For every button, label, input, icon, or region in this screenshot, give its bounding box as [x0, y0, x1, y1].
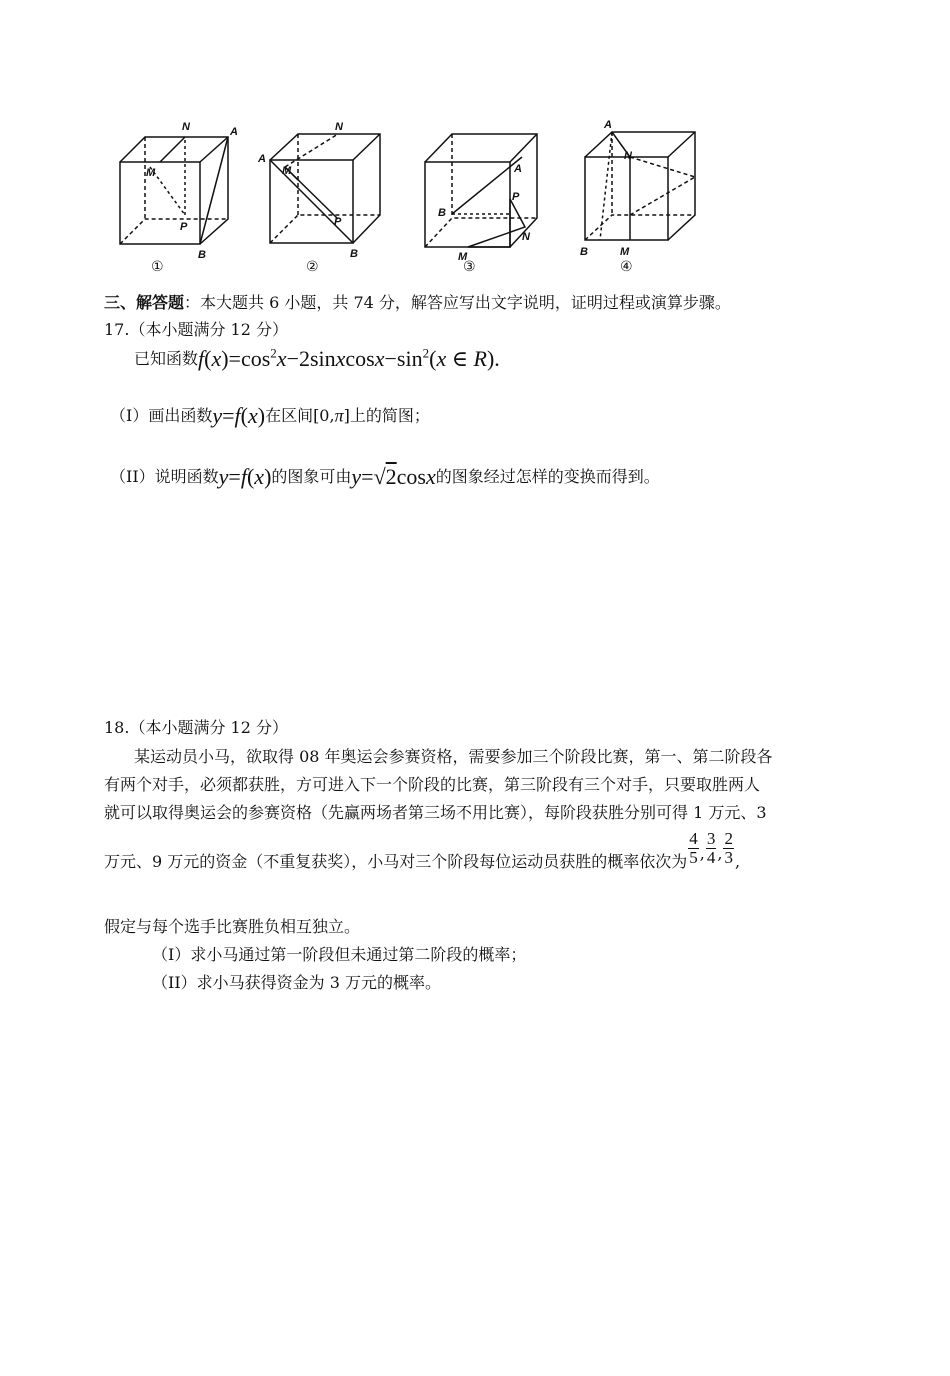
prob-fraction-1: $\frac{4}{5}$ [689, 829, 698, 867]
fig4-label-B: B [580, 246, 588, 258]
q17-part2-end: 的图象经过怎样的变换而得到。 [435, 467, 660, 486]
q18-line4-text: 万元、9 万元的资金（不重复获奖），小马对三个阶段每位运动员获胜的概率依次为 [104, 852, 688, 871]
q18-line2: 有两个对手，必须都获胜，方可进入下一个阶段的比赛，第三阶段有三个对手，只要取胜两人 [104, 775, 761, 794]
q17-part2 [110, 464, 660, 490]
fig2-label-M: M [282, 165, 292, 177]
cube-figure-3 [425, 134, 537, 247]
q17-part2-target: y=√2cosx [351, 464, 436, 489]
fig4-label-A: A [604, 119, 612, 131]
q18-line3: 就可以取得奥运会的参赛资格（先赢两场者第三场不用比赛），每阶段获胜分别可得 1 万元、3 [104, 803, 767, 822]
q17-part1-func: y=f(x) [212, 403, 266, 428]
section-heading-text: ：本大题共 6 小题，共 74 分，解答应写出文字说明，证明过程或演算步骤。 [184, 293, 731, 312]
prob-fraction-2: $\frac{3}{4}$ [706, 829, 716, 867]
q18-line1: 某运动员小马，欲取得 08 年奥运会参赛资格，需要参加三个阶段比赛，第一、第二阶段各 [134, 747, 773, 766]
q17-part1 [110, 403, 430, 429]
fig1-label-A: A [230, 126, 238, 138]
section-heading-bold: 三、解答题 [104, 293, 185, 312]
q17-formula: $f(x)=\cos^2x-2sinxcosx-\sin^2(x$ ∈ R). [198, 346, 500, 372]
q18-header: 18.（本小题满分 12 分） [104, 718, 288, 737]
q17-part2-prefix: （II）说明函数 [110, 467, 219, 486]
q17-part2-func: y=f(x) [218, 464, 272, 489]
q17-header: 17.（本小题满分 12 分） [104, 320, 288, 339]
q17-intro: 已知函数 [134, 349, 199, 369]
q18-line4: 万元、9 万元的资金（不重复获奖），小马对三个阶段每位运动员获胜的概率依次为 $\frac{4}{5}$ , $\frac{3}{4}$ , $\frac{2}{3}$ , [104, 829, 741, 871]
fig3-label-A: A [514, 163, 522, 175]
cube-figures [90, 112, 730, 282]
q17-part1-pi: π [334, 405, 344, 426]
cube-figure-4 [585, 132, 695, 240]
fig4-label-N: N [624, 150, 632, 162]
fig1-label-B: B [198, 249, 206, 261]
fig2-label-A: A [258, 153, 266, 165]
fig2-label-N: N [335, 121, 343, 133]
fig2-label-B: B [350, 248, 358, 260]
cube-figure-1 [120, 137, 228, 244]
figure-caption-4: ④ [620, 259, 633, 275]
fig4-label-M: M [620, 246, 630, 258]
fig1-label-P: P [180, 221, 188, 233]
q17-function-def [134, 346, 500, 372]
prob-fraction-3: $\frac{2}{3}$ [724, 829, 733, 867]
fig1-label-N: N [182, 121, 190, 133]
q17-part2-mid: 的图象可由 [271, 467, 352, 486]
fig3-label-M: M [458, 251, 468, 263]
fig3-label-N: N [522, 231, 530, 243]
fig3-label-B: B [438, 207, 446, 219]
cube-figure-2 [270, 134, 380, 243]
figure-caption-3: ③ [463, 259, 476, 275]
fig1-label-M: M [146, 167, 156, 179]
section-heading [104, 293, 731, 313]
q17-part1-prefix: （I）画出函数 [110, 406, 213, 425]
q18-part2: （II）求小马获得资金为 3 万元的概率。 [152, 973, 441, 992]
q17-part1-suffix: 在区间[0, [265, 406, 335, 425]
figure-caption-2: ② [306, 259, 319, 275]
figure-caption-1: ① [151, 259, 164, 275]
q18-part1: （I）求小马通过第一阶段但未通过第二阶段的概率； [152, 945, 527, 964]
q17-part1-end: ]上的简图； [343, 406, 430, 425]
fig2-label-P: P [334, 216, 342, 228]
fig3-label-P: P [512, 191, 520, 203]
q18-line5: 假定与每个选手比赛胜负相互独立。 [104, 917, 361, 936]
